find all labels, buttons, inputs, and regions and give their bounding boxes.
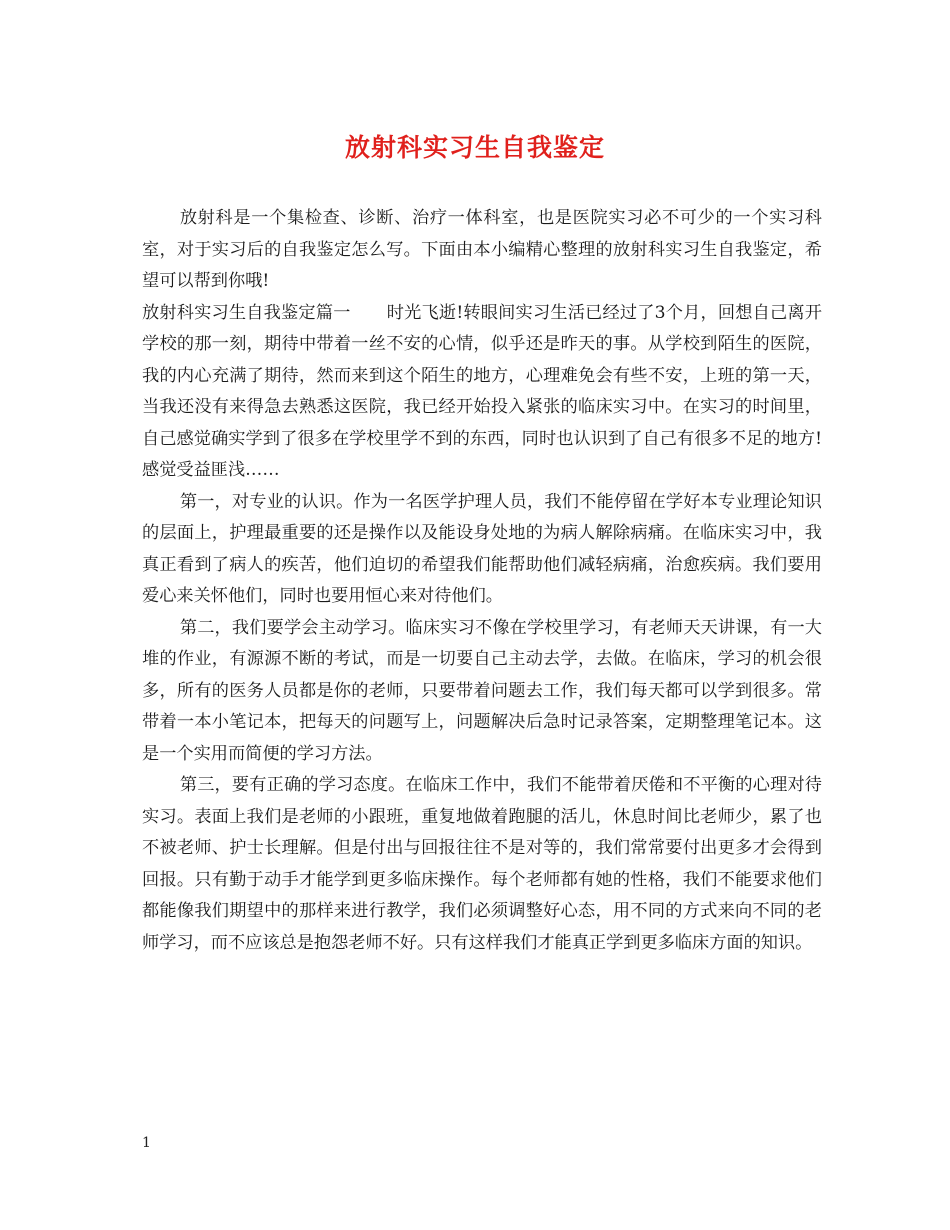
intro-paragraph: 放射科是一个集检查、诊断、治疗一体科室，也是医院实习必不可少的一个实习科室，对于实习后的自我鉴定怎么写。下面由本小编精心整理的放射科实习生自我鉴定，希望可以帮到你哦! xyxy=(142,208,822,291)
section-one-paragraph xyxy=(142,298,822,487)
page-number: 1 xyxy=(142,1135,151,1151)
section-opening-text: 时光飞逝!转眼间实习生活已经过了3个月，回想自己离开学校的那一刻，期待中带着一丝不安的心情，似乎还是昨天的事。从学校到陌生的医院，我的内心充满了期待，然而来到这个陌生的地方，心理难免会有些不安，上班的第一天，当我还没有来得急去熟悉这医院，我已经开始投入紧张的临床实习中。在实习的时间里，自己感觉确实学到了很多在学校里学不到的东西，同时也认识到了自己有很多不足的地方!感觉受益匪浅…… xyxy=(142,302,822,480)
paragraph-third: 第三，要有正确的学习态度。在临床工作中，我们不能带着厌倦和不平衡的心理对待实习。表面上我们是老师的小跟班，重复地做着跑腿的活儿，休息时间比老师少，累了也不被老师、护士长理解。但是付出与回报往往不是对等的，我们常常要付出更多才会得到回报。只有勤于动手才能学到更多临床操作。每个老师都有她的性格，我们不能要求他们都能像我们期望中的那样来进行教学，我们必须调整好心态，用不同的方式来向不同的老师学习，而不应该总是抱怨老师不好。只有这样我们才能真正学到更多临床方面的知识。 xyxy=(142,775,822,953)
document-title: 放射科实习生自我鉴定 xyxy=(344,133,605,162)
section-heading: 放射科实习生自我鉴定篇一 xyxy=(142,302,351,323)
document-body xyxy=(142,203,822,959)
paragraph-first: 第一，对专业的认识。作为一名医学护理人员，我们不能停留在学好本专业理论知识的层面上，护理最重要的还是操作以及能设身处地的为病人解除病痛。在临床实习中，我真正看到了病人的疾苦，他们迫切的希望我们能帮助他们减轻病痛，治愈疾病。我们要用爱心来关怀他们，同时也要用恒心来对待他们。 xyxy=(142,491,822,606)
paragraph-second: 第二，我们要学会主动学习。临床实习不像在学校里学习，有老师天天讲课，有一大堆的作业，有源源不断的考试，而是一切要自己主动去学，去做。在临床，学习的机会很多，所有的医务人员都是你的老师，只要带着问题去工作，我们每天都可以学到很多。常带着一本小笔记本，把每天的问题写上，问题解决后急时记录答案，定期整理笔记本。这是一个实用而简便的学习方法。 xyxy=(142,617,822,764)
